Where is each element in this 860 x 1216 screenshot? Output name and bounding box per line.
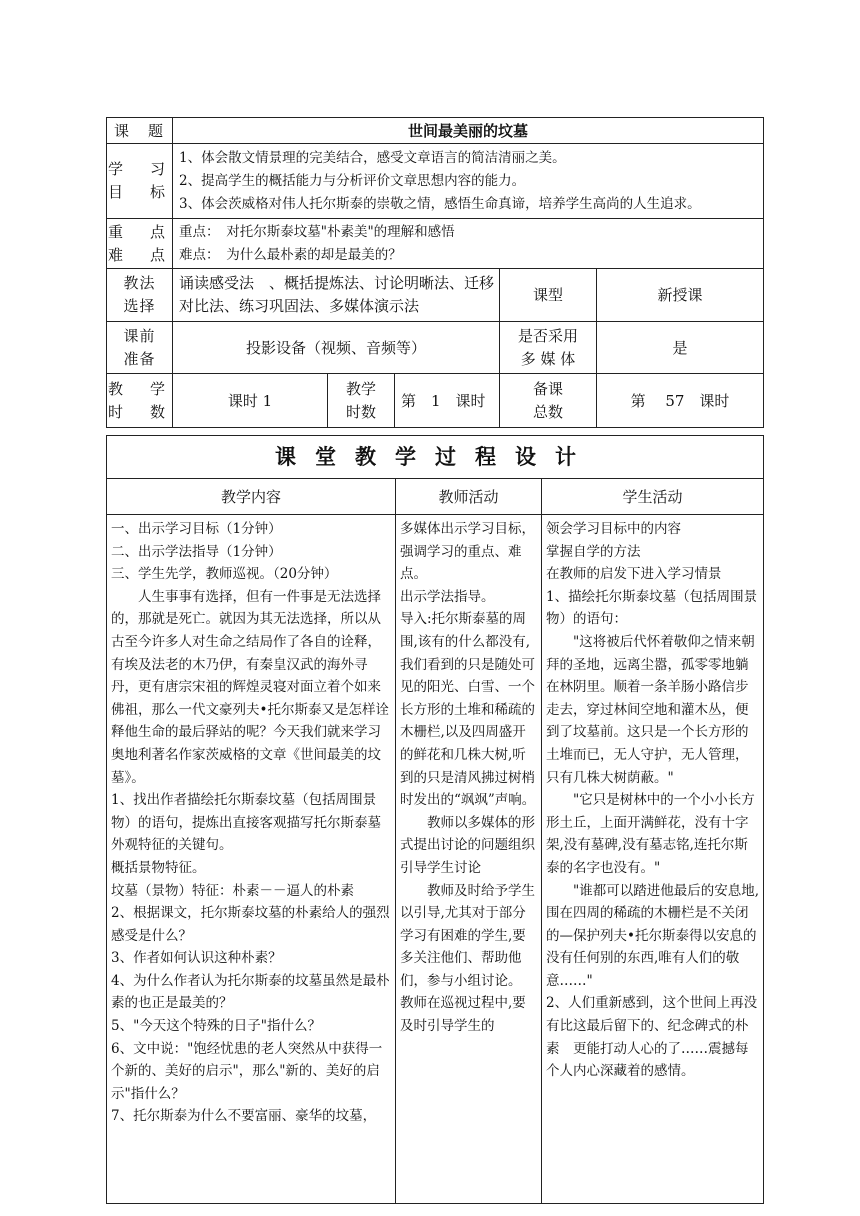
prep-label-text: 课前 准备 xyxy=(123,326,156,368)
type-label: 课型 xyxy=(500,269,597,322)
key-point: 重点： 对托尔斯泰坟墓"朴素美"的理解和感悟 xyxy=(179,223,455,240)
content-column xyxy=(107,515,396,1204)
content-line: 6、文中说："饱经忧患的老人突然从中获得一个新的、美好的启示"，那么"新的、美好的启示"指什么？ xyxy=(111,1040,383,1102)
student-quote: "这将被后代怀着敬仰之情来朝拜的圣地，远离尘嚣，孤零零地躺在林阴里。顺着一条羊肠小路信步走去，穿过林间空地和灌木丛，便到了坟墓前。这只是一个长方形的土堆而已，无人守护，无人管理，只有几株大树荫蔽。" xyxy=(546,633,755,786)
goal-item: 3、体会茨威格对伟人托尔斯泰的崇敬之情，感悟生命真谛，培养学生高尚的人生追求。 xyxy=(179,195,701,212)
keys-label-text: 重 点 难 点 xyxy=(107,222,171,264)
prep-total-label-text: 备课 总数 xyxy=(532,379,563,421)
col-teacher-header: 教师活动 xyxy=(396,479,542,515)
content-line: 一、出示学习目标（1分钟） xyxy=(111,521,282,537)
student-line: 领会学习目标中的内容 xyxy=(546,521,681,537)
hours-label-2 xyxy=(328,374,395,428)
key-point: 难点： 为什么最朴素的却是最美的？ xyxy=(179,246,402,263)
goal-item: 2、提高学生的概括能力与分析评价文章思想内容的能力。 xyxy=(179,172,526,189)
methods-label-text: 教法 选择 xyxy=(123,274,156,315)
prep-value: 投影设备（视频、音频等） xyxy=(173,322,500,374)
content-line: 5、"今天这个特殊的日子"指什么？ xyxy=(111,1018,322,1035)
goal-item: 1、体会散文情景理的完美结合，感受文章语言的简洁清丽之美。 xyxy=(179,149,566,166)
process-table xyxy=(106,435,764,1204)
process-banner: 课堂教学过程设计 xyxy=(107,436,764,479)
hours-value-2: 第 1 课时 xyxy=(395,374,500,428)
col-student-header: 学生活动 xyxy=(542,479,764,515)
col-content-header: 教学内容 xyxy=(107,479,396,515)
student-line: 掌握自学的方法 xyxy=(546,543,641,560)
content-line: 1、找出作者描绘托尔斯泰坟墓（包括周围景物）的语句，提炼出直接客观描写托尔斯泰墓外观特征的关键句。 xyxy=(111,792,381,854)
teacher-column xyxy=(396,515,542,1204)
teacher-line: 导入:托尔斯泰墓的周围,该有的什么都没有,我们看到的只是随处可见的阳光、白雪、一个长方形的土堆和稀疏的木栅栏,以及四周盛开的鲜花和几株大树,听到的只是清风拂过树梢时发出的“飒飒”声响。 xyxy=(400,611,536,809)
media-label-text: 是否采用 多 媒 体 xyxy=(517,326,578,368)
hours-label xyxy=(107,374,173,428)
type-value: 新授课 xyxy=(597,269,764,322)
prep-label xyxy=(107,322,173,374)
media-label xyxy=(500,322,597,374)
key-points xyxy=(173,219,764,269)
prep-total-value: 第 57 课时 xyxy=(597,374,764,428)
lesson-title: 世间最美丽的坟墓 xyxy=(173,118,764,144)
student-column xyxy=(542,515,764,1204)
teacher-line: 多媒体出示学习目标，强调学习的重点、难点。 xyxy=(400,521,535,583)
methods-label xyxy=(107,269,173,322)
student-line: 1、描绘托尔斯泰坟墓（包括周围景物）的语句： xyxy=(546,588,758,628)
content-line: 坟墓（景物）特征：朴素－－逼人的朴素 xyxy=(111,882,354,899)
teacher-line: 出示学法指导。 xyxy=(400,588,495,605)
lesson-header-table xyxy=(106,117,764,428)
hours-label-2-text: 教学 时数 xyxy=(345,379,376,421)
student-line: 在教师的启发下进入学习情景 xyxy=(546,566,722,583)
content-line: 三、学生先学，教师巡视。（20分钟） xyxy=(111,566,338,583)
teaching-methods: 诵读感受法 、概括提炼法、讨论明晰法、迁移对比法、练习巩固法、多媒体演示法 xyxy=(173,269,500,322)
intro-paragraph: 人生事事有选择，但有一件事是无法选择的，那就是死亡。就因为其无法选择，所以从古至今许多人对生命之结局作了各自的诠释，有埃及法老的木乃伊，有秦皇汉武的海外寻丹，更有唐宗宋祖的辉煌灵寝对面立着个如来佛祖，那么一代文豪列夫•托尔斯泰又是怎样诠释他生命的最后驿站的呢？今天我们就来学习奥地利著名作家茨威格的文章《世间最美的坟墓》。 xyxy=(111,588,389,786)
topic-label: 课 题 xyxy=(107,118,173,144)
student-quote: "谁都可以踏进他最后的安息地,围在四周的稀疏的木栅栏是不关闭的—保护列夫•托尔斯泰得以安息的没有任何别的东西,唯有人们的敬意……" xyxy=(546,882,760,989)
teacher-line: 教师在巡视过程中,要及时引导学生的 xyxy=(400,995,526,1035)
hours-value: 课时 1 xyxy=(173,374,328,428)
hours-label-text: 教 学 时 数 xyxy=(107,379,171,421)
learning-goals xyxy=(173,144,764,219)
prep-total-label xyxy=(500,374,597,428)
content-line: 7、托尔斯泰为什么不要富丽、豪华的坟墓， xyxy=(111,1108,377,1125)
keys-label xyxy=(107,219,173,269)
content-line: 二、出示学法指导（1分钟） xyxy=(111,543,282,560)
teacher-line: 教师以多媒体的形式提出讨论的问题组织引导学生讨论 xyxy=(400,814,535,876)
content-line: 概括景物特征。 xyxy=(111,859,206,876)
content-line: 4、为什么作者认为托尔斯泰的坟墓虽然是最朴素的也正是最美的？ xyxy=(111,972,390,1012)
media-value: 是 xyxy=(597,322,764,374)
student-line: 2、人们重新感到，这个世间上再没有比这最后留下的、纪念碑式的朴素 更能打动人心的了……震撼每个人内心深藏着的感情。 xyxy=(546,995,758,1080)
student-quote: "它只是树林中的一个小小长方形土丘，上面开满鲜花，没有十字架,没有墓碑,没有墓志铭,连托尔斯泰的名字也没有。" xyxy=(546,792,755,876)
goals-label xyxy=(107,144,173,219)
content-line: 3、作者如何认识这种朴素？ xyxy=(111,950,282,967)
content-line: 2、根据课文，托尔斯泰坟墓的朴素给人的强烈感受是什么？ xyxy=(111,905,390,944)
goals-label-text: 学 习 目 标 xyxy=(107,160,171,201)
teacher-line: 教师及时给予学生以引导,尤其对于部分学习有困难的学生,要多关注他们、帮助他们，参与小组讨论。 xyxy=(400,882,535,989)
